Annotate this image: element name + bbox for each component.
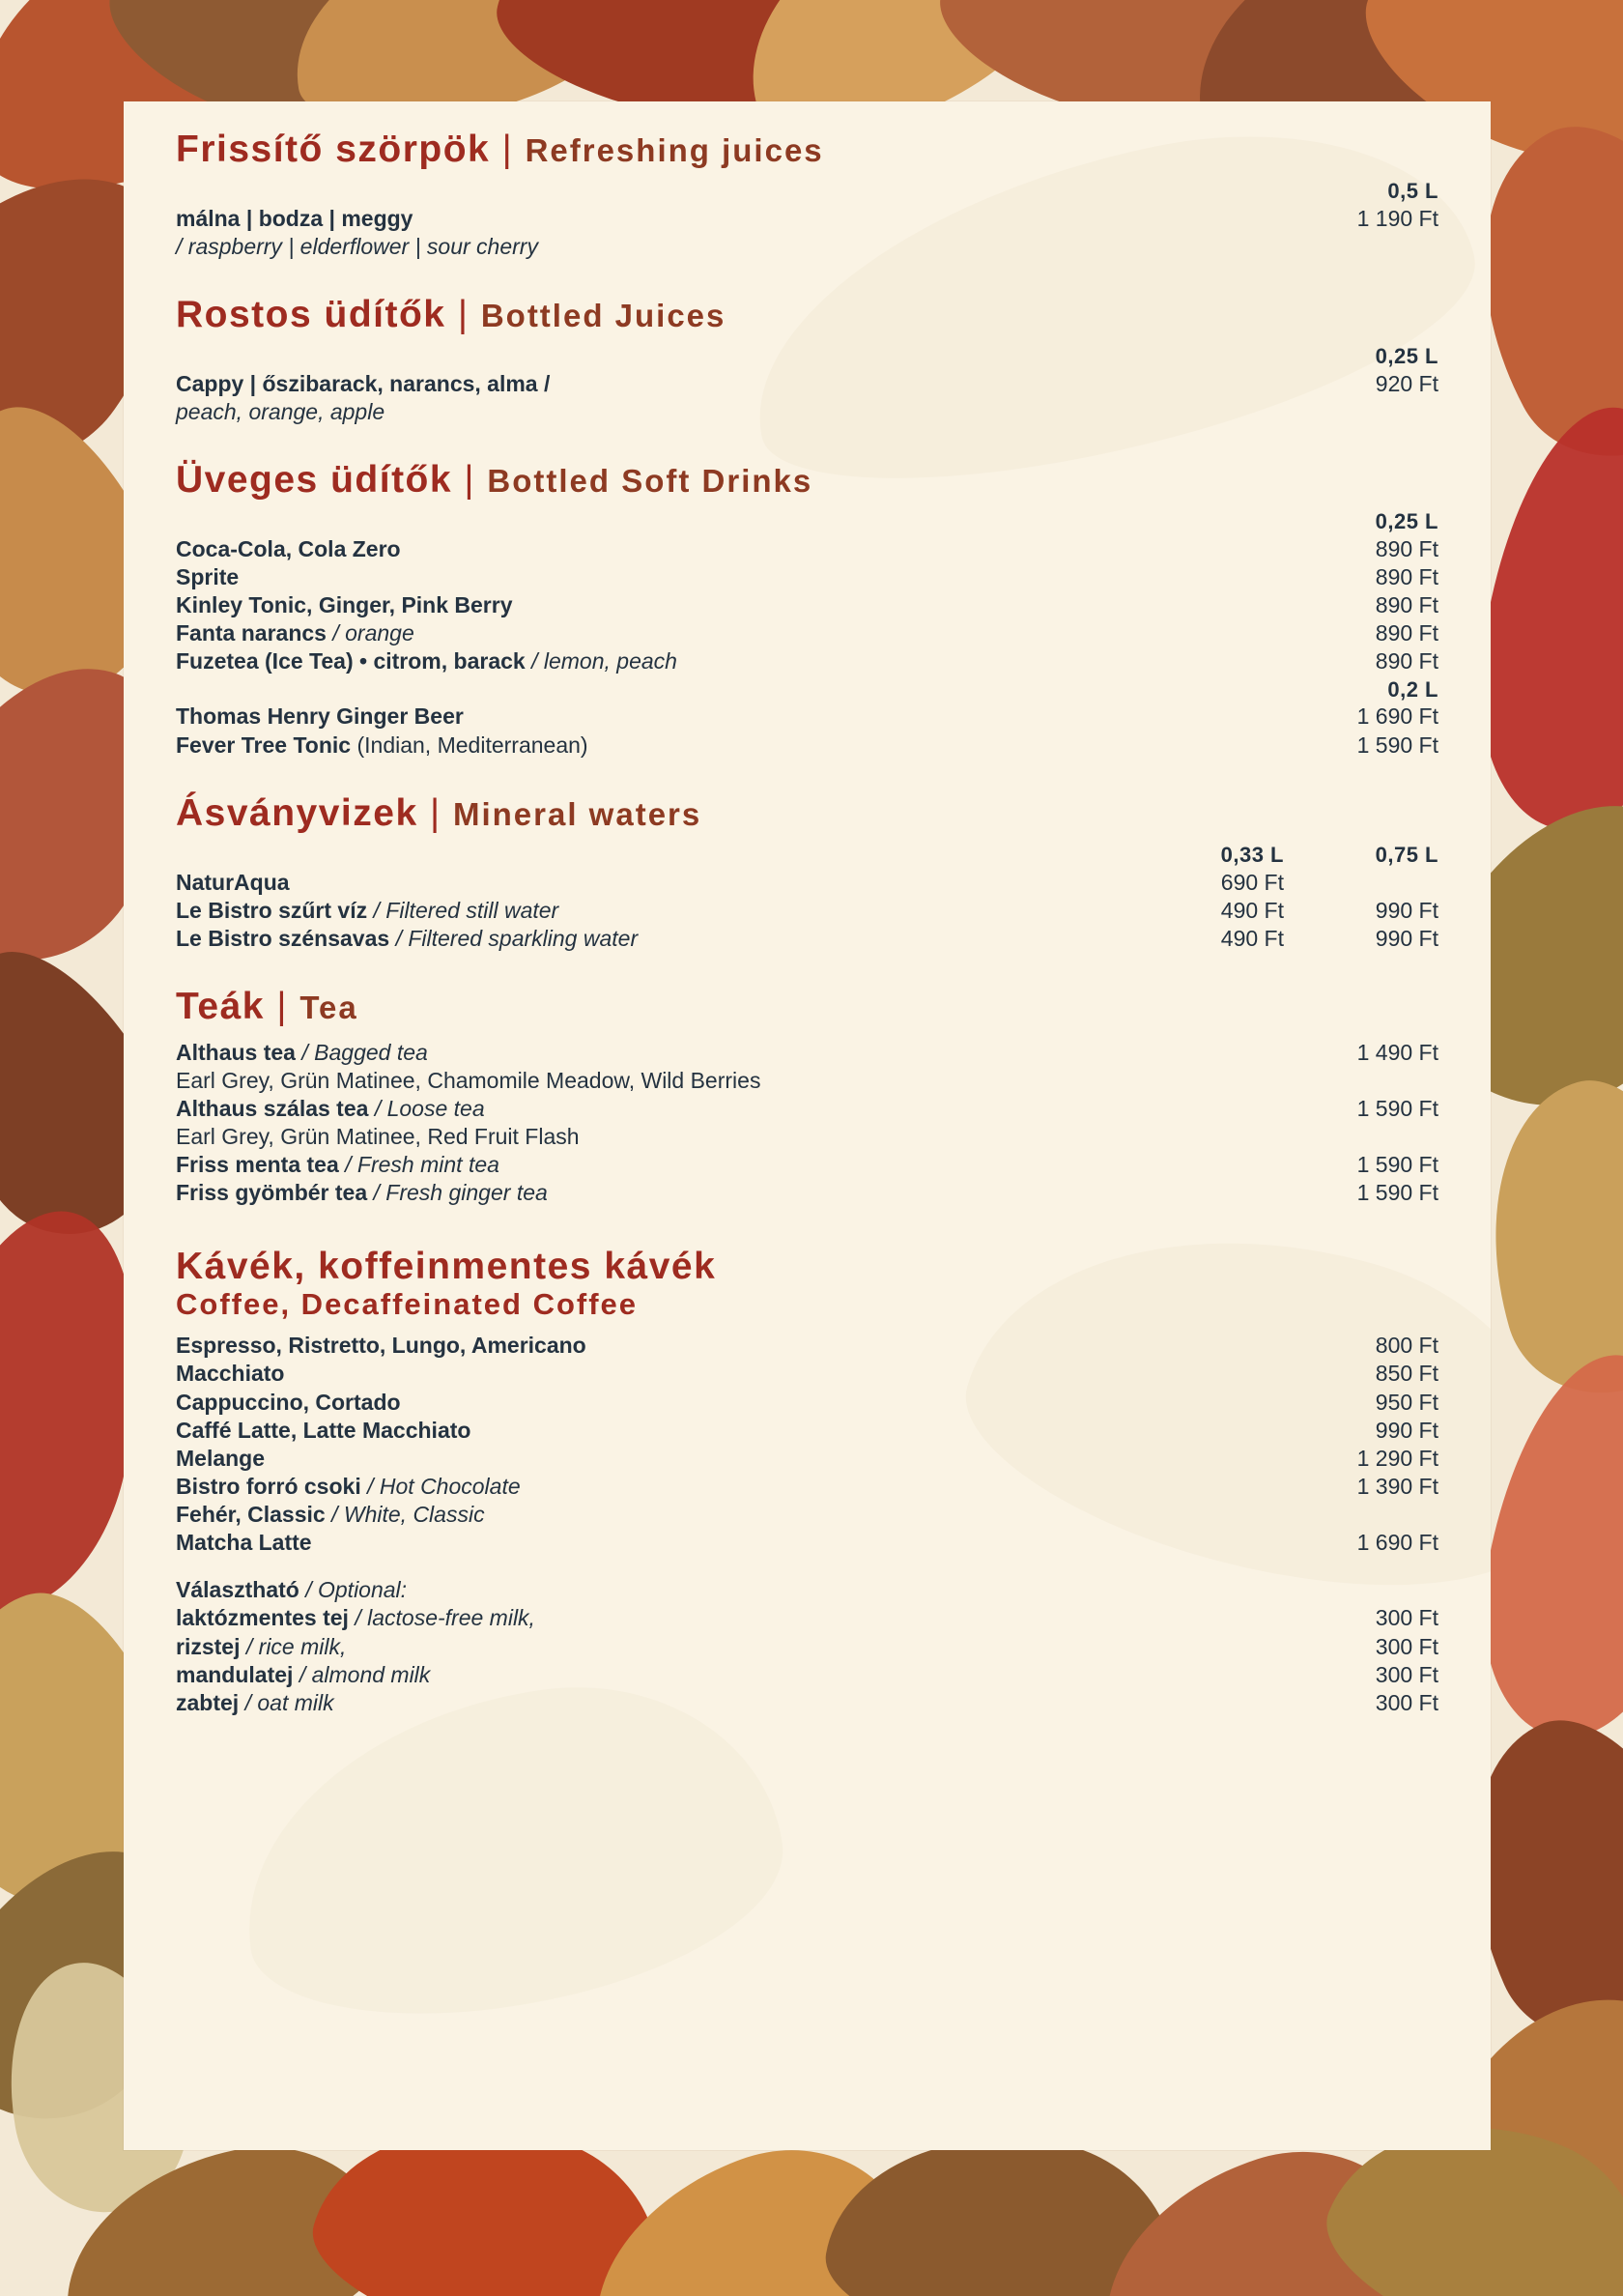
item-name: NaturAqua: [176, 869, 290, 895]
item-description: / almond milk: [299, 1661, 431, 1687]
section-title-en: Tea: [299, 989, 358, 1025]
section-title-teas: [176, 986, 1438, 1029]
item-name: mandulatej: [176, 1661, 294, 1687]
item-price: 890 Ft: [1375, 648, 1438, 674]
table-row: [176, 1151, 1438, 1179]
item-name-group: [176, 1501, 1294, 1529]
item-price: 1 290 Ft: [1356, 1445, 1438, 1471]
items-table-mineral-waters: [176, 842, 1438, 953]
table-row: [176, 1473, 1438, 1501]
section-title-coffee-en: Coffee, Decaffeinated Coffee: [176, 1287, 639, 1322]
section-title-coffee: [176, 1246, 1438, 1289]
section-title-separator: |: [457, 294, 470, 336]
item-name: laktózmentes tej: [176, 1605, 349, 1631]
menu-card: [124, 101, 1491, 2150]
table-row: [176, 1529, 1438, 1557]
item-name: Fever Tree Tonic: [176, 732, 352, 758]
optional-label-group: [176, 1576, 1294, 1604]
item-name: rizstej: [176, 1633, 241, 1659]
section-title-en: Bottled Soft Drinks: [487, 463, 813, 500]
item-description: / lactose-free milk,: [355, 1605, 535, 1631]
section-title-separator: |: [276, 985, 288, 1027]
items-table-coffee: [176, 1332, 1438, 1557]
item-name-group: [176, 925, 1139, 953]
item-name: Cappuccino, Cortado: [176, 1389, 401, 1415]
table-row: [176, 732, 1438, 760]
item-price: 1 690 Ft: [1356, 703, 1438, 730]
table-row: [176, 1095, 1438, 1123]
section-title-separator: |: [464, 459, 476, 502]
section-mineral-waters: [176, 792, 1438, 953]
item-price: 300 Ft: [1375, 1689, 1438, 1715]
item-description: / oat milk: [244, 1689, 334, 1715]
section-title-hu: Teák: [176, 985, 265, 1027]
item-description: / Bagged tea: [301, 1039, 428, 1065]
table-row-note: [176, 1123, 1438, 1151]
table-row: [176, 591, 1438, 619]
item-description: (Indian, Mediterranean): [356, 732, 588, 758]
table-row: [176, 619, 1438, 647]
item-name: Sprite: [176, 564, 240, 590]
item-name: Melange: [176, 1445, 266, 1471]
item-price-2: 990 Ft: [1375, 897, 1438, 923]
item-name: Espresso, Ristretto, Lungo, Americano: [176, 1333, 586, 1359]
item-name: Friss menta tea: [176, 1152, 339, 1178]
item-name: Cappy | őszibarack, narancs, alma /: [176, 370, 551, 396]
table-row: [176, 1179, 1438, 1207]
item-name: Fehér, Classic: [176, 1502, 326, 1528]
item-price: 1 690 Ft: [1356, 1530, 1438, 1556]
item-name-group: [176, 1473, 1294, 1501]
item-name: Althaus tea: [176, 1039, 296, 1065]
table-row: [176, 897, 1438, 925]
table-row: [176, 1501, 1438, 1529]
section-coffee: [176, 1246, 1438, 1716]
item-price: 990 Ft: [1375, 1417, 1438, 1443]
section-juices: [176, 129, 1438, 261]
table-row: [176, 1389, 1438, 1417]
item-description: / Loose tea: [374, 1095, 485, 1121]
item-description: / Filtered sparkling water: [395, 925, 639, 951]
table-row: [176, 535, 1438, 563]
item-price: 890 Ft: [1375, 620, 1438, 646]
column-header-row: [176, 343, 1438, 370]
item-price: 300 Ft: [1375, 1661, 1438, 1687]
table-row: [176, 1360, 1438, 1388]
items-table-bottled-juices: [176, 343, 1438, 426]
item-price: 300 Ft: [1375, 1605, 1438, 1631]
item-price: 850 Ft: [1375, 1361, 1438, 1387]
item-description: / Fresh ginger tea: [373, 1180, 548, 1206]
column-header-row: [176, 842, 1438, 869]
item-name-group: [176, 1689, 1294, 1717]
item-name-group: [176, 1151, 1294, 1179]
section-title-separator: |: [430, 791, 441, 834]
item-name-group: [176, 619, 1294, 647]
table-row: [176, 1689, 1438, 1717]
item-price: 490 Ft: [1220, 897, 1284, 923]
item-price: 1 590 Ft: [1356, 732, 1438, 758]
table-row: [176, 563, 1438, 591]
section-title-soft-drinks: [176, 459, 1438, 502]
section-title-juices: [176, 129, 1438, 172]
section-teas: [176, 986, 1438, 1208]
table-row: [176, 1445, 1438, 1473]
item-price-2: 990 Ft: [1375, 925, 1438, 951]
item-price: 1 590 Ft: [1356, 1152, 1438, 1178]
item-note: Earl Grey, Grün Matinee, Chamomile Meadow, Wild Berries: [176, 1067, 761, 1093]
section-title-bottled-juices: [176, 294, 1438, 337]
item-name: Kinley Tonic, Ginger, Pink Berry: [176, 592, 513, 618]
column-header-volume: 0,25 L: [1375, 508, 1438, 533]
item-description: / rice milk,: [245, 1633, 347, 1659]
section-soft-drinks: [176, 459, 1438, 760]
table-row-note: [176, 1067, 1438, 1095]
item-name: málna | bodza | meggy: [176, 205, 413, 231]
section-title-separator: |: [501, 129, 514, 170]
item-name-group: [176, 1661, 1294, 1689]
item-name: Caffé Latte, Latte Macchiato: [176, 1417, 471, 1443]
item-description: / orange: [332, 620, 414, 646]
item-price: 890 Ft: [1375, 564, 1438, 590]
column-header-volume-033: 0,33 L: [1220, 842, 1284, 867]
item-price: 920 Ft: [1375, 370, 1438, 396]
item-description: / Filtered still water: [373, 897, 559, 923]
table-row: [176, 1332, 1438, 1360]
item-name: Coca-Cola, Cola Zero: [176, 535, 401, 561]
table-row-desc: [176, 233, 1438, 261]
item-price: 690 Ft: [1220, 869, 1284, 895]
items-table-soft-drinks: [176, 508, 1438, 760]
item-name: Le Bistro szűrt víz: [176, 897, 368, 923]
item-name: Fanta narancs: [176, 620, 327, 646]
item-price: 1 590 Ft: [1356, 1180, 1438, 1206]
item-name: zabtej: [176, 1689, 240, 1715]
item-description: / raspberry | elderflower | sour cherry: [176, 233, 538, 259]
item-price: 1 490 Ft: [1356, 1039, 1438, 1065]
item-price: 890 Ft: [1375, 535, 1438, 561]
table-row: [176, 925, 1438, 953]
section-title-hu: Üveges üdítők: [176, 459, 453, 502]
item-name: Fuzetea (Ice Tea) • citrom, barack: [176, 648, 526, 674]
item-name-group: [176, 897, 1139, 925]
item-name: Althaus szálas tea: [176, 1095, 369, 1121]
item-price: 1 190 Ft: [1356, 205, 1438, 231]
section-title-hu: Kávék, koffeinmentes kávék: [176, 1246, 717, 1288]
table-row: [176, 205, 1438, 233]
items-table-juices: [176, 178, 1438, 261]
table-row: [176, 1633, 1438, 1661]
item-name-group: [176, 1633, 1294, 1661]
item-name: Friss gyömbér tea: [176, 1180, 368, 1206]
item-description: / Hot Chocolate: [367, 1473, 521, 1499]
item-name-group: [176, 1604, 1294, 1632]
table-row-desc: [176, 398, 1438, 426]
item-price: 490 Ft: [1220, 925, 1284, 951]
column-header-row: [176, 178, 1438, 205]
item-name-group: [176, 1095, 1294, 1123]
table-row: [176, 370, 1438, 398]
column-header-row-2: [176, 676, 1438, 703]
table-row: [176, 1417, 1438, 1445]
column-header-row: [176, 508, 1438, 535]
item-price: 300 Ft: [1375, 1633, 1438, 1659]
optional-label-en: / Optional:: [305, 1577, 408, 1603]
item-price: 1 390 Ft: [1356, 1473, 1438, 1499]
column-header-volume: 0,5 L: [1387, 178, 1438, 203]
optional-label-hu: Választható: [176, 1577, 299, 1603]
section-bottled-juices: [176, 294, 1438, 426]
section-title-en: Refreshing juices: [525, 132, 824, 168]
section-title-hu: Frissítő szörpök: [176, 129, 491, 170]
item-description: / White, Classic: [331, 1502, 485, 1528]
item-price: 800 Ft: [1375, 1333, 1438, 1359]
item-name-group: [176, 647, 1294, 675]
item-price: 890 Ft: [1375, 592, 1438, 618]
table-row-label: [176, 1576, 1438, 1604]
item-name: Matcha Latte: [176, 1530, 312, 1556]
table-row: [176, 869, 1438, 897]
section-title-hu: Rostos üdítők: [176, 294, 446, 336]
item-price: 950 Ft: [1375, 1389, 1438, 1415]
item-price-2: [1284, 869, 1438, 897]
items-table-teas: [176, 1039, 1438, 1208]
table-row: [176, 703, 1438, 731]
items-table-coffee-options: [176, 1576, 1438, 1717]
table-row: [176, 1039, 1438, 1067]
item-name-group: [176, 1179, 1294, 1207]
table-row: [176, 647, 1438, 675]
item-name: Thomas Henry Ginger Beer: [176, 703, 464, 730]
table-row: [176, 1604, 1438, 1632]
column-header-volume: 0,25 L: [1375, 343, 1438, 368]
column-header-volume-2: 0,2 L: [1387, 676, 1438, 702]
item-name-group: [176, 1039, 1294, 1067]
item-description: / lemon, peach: [531, 648, 677, 674]
item-name: Macchiato: [176, 1361, 285, 1387]
section-title-hu: Ásványvizek: [176, 791, 418, 834]
item-note: Earl Grey, Grün Matinee, Red Fruit Flash: [176, 1124, 580, 1150]
section-title-mineral-waters: [176, 792, 1438, 836]
item-description: peach, orange, apple: [176, 398, 385, 424]
item-description: / Fresh mint tea: [345, 1152, 499, 1178]
item-name: Bistro forró csoki: [176, 1473, 361, 1499]
section-title-en: Mineral waters: [452, 795, 702, 832]
table-row: [176, 1661, 1438, 1689]
item-name: Le Bistro szénsavas: [176, 925, 390, 951]
item-price: 1 590 Ft: [1356, 1095, 1438, 1121]
section-title-en: Bottled Juices: [480, 298, 726, 334]
column-header-volume-075: 0,75 L: [1375, 842, 1438, 867]
item-price: [1294, 1501, 1438, 1529]
item-name-group: [176, 732, 1294, 760]
